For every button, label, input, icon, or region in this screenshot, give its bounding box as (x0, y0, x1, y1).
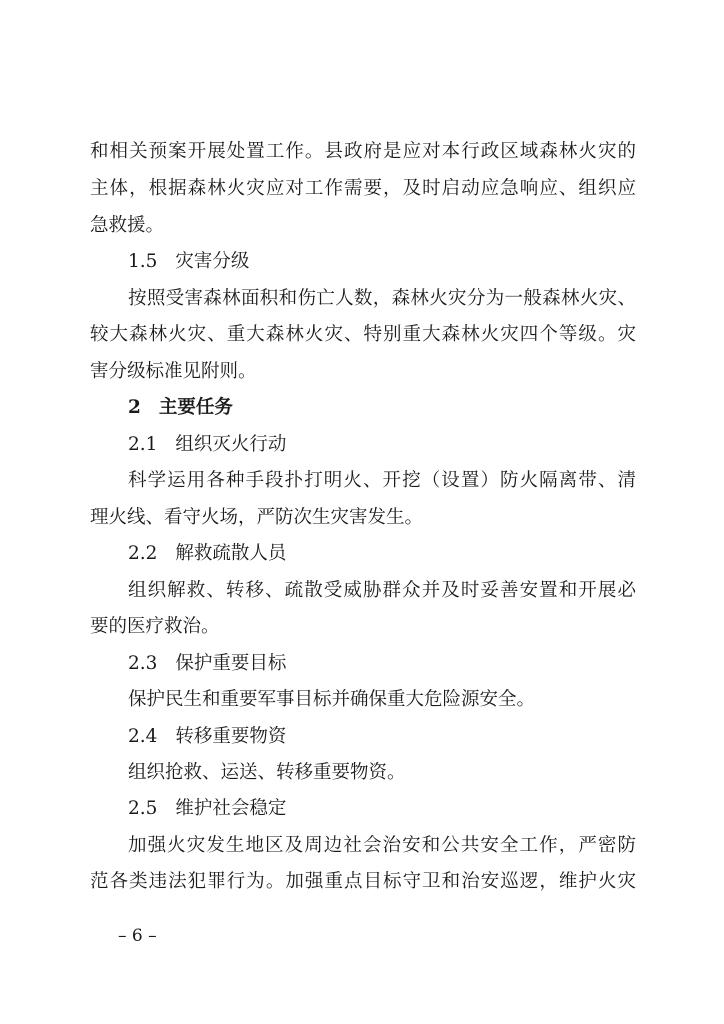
section-title: 转移重要物资 (175, 726, 287, 747)
section-title: 组织灭火行动 (175, 434, 287, 455)
section-title: 保护重要目标 (175, 653, 287, 674)
section-heading-1-5 (128, 249, 636, 275)
section-title: 灾害分级 (175, 251, 250, 272)
paragraph-line: 范各类违法犯罪行为。加强重点目标守卫和治安巡逻，维护火灾 (90, 871, 636, 892)
section-title: 解救疏散人员 (175, 543, 287, 564)
paragraph-line: 组织抢救、运送、转移重要物资。 (128, 762, 406, 783)
section-heading-2-2 (128, 541, 636, 567)
paragraph-line: 加强火灾发生地区及周边社会治安和公共安全工作，严密防 (128, 835, 636, 856)
section-number: 2.3 (128, 653, 158, 674)
paragraph-line: 要的医疗救治。 (90, 616, 220, 637)
paragraph-line: 科学运用各种手段扑打明火、开挖（设置）防火隔离带、清 (128, 470, 636, 491)
paragraph-line: 组织解救、转移、疏散受威胁群众并及时妥善安置和开展必 (128, 580, 636, 601)
paragraph-line: 理火线、看守火场，严防次生灾害发生。 (90, 507, 424, 528)
section-heading-2 (128, 395, 636, 421)
section-heading-2-5 (128, 796, 636, 822)
paragraph-line: 主体，根据森林火灾应对工作需要，及时启动应急响应、组织应 (90, 178, 636, 199)
section-heading-2-4 (128, 724, 636, 750)
section-title: 维护社会稳定 (175, 798, 287, 819)
section-number: 2 (128, 397, 141, 418)
paragraph-line: 和相关预案开展处置工作。县政府是应对本行政区域森林火灾的 (90, 141, 636, 162)
paragraph-line: 较大森林火灾、重大森林火灾、特别重大森林火灾四个等级。灾 (90, 324, 636, 345)
section-title: 主要任务 (158, 397, 233, 418)
paragraph-line: 急救援。 (90, 215, 165, 236)
section-number: 1.5 (128, 251, 158, 272)
section-heading-2-1 (128, 432, 636, 458)
paragraph-line: 按照受害森林面积和伤亡人数，森林火灾分为一般森林火灾、 (128, 288, 636, 309)
paragraph-line: 保护民生和重要军事目标并确保重大危险源安全。 (128, 689, 536, 710)
section-heading-2-3 (128, 651, 636, 677)
paragraph-line: 害分级标准见附则。 (90, 361, 257, 382)
section-number: 2.1 (128, 434, 158, 455)
page-number: – 6 – (118, 926, 157, 946)
section-number: 2.4 (128, 726, 158, 747)
section-number: 2.2 (128, 543, 158, 564)
section-number: 2.5 (128, 798, 158, 819)
